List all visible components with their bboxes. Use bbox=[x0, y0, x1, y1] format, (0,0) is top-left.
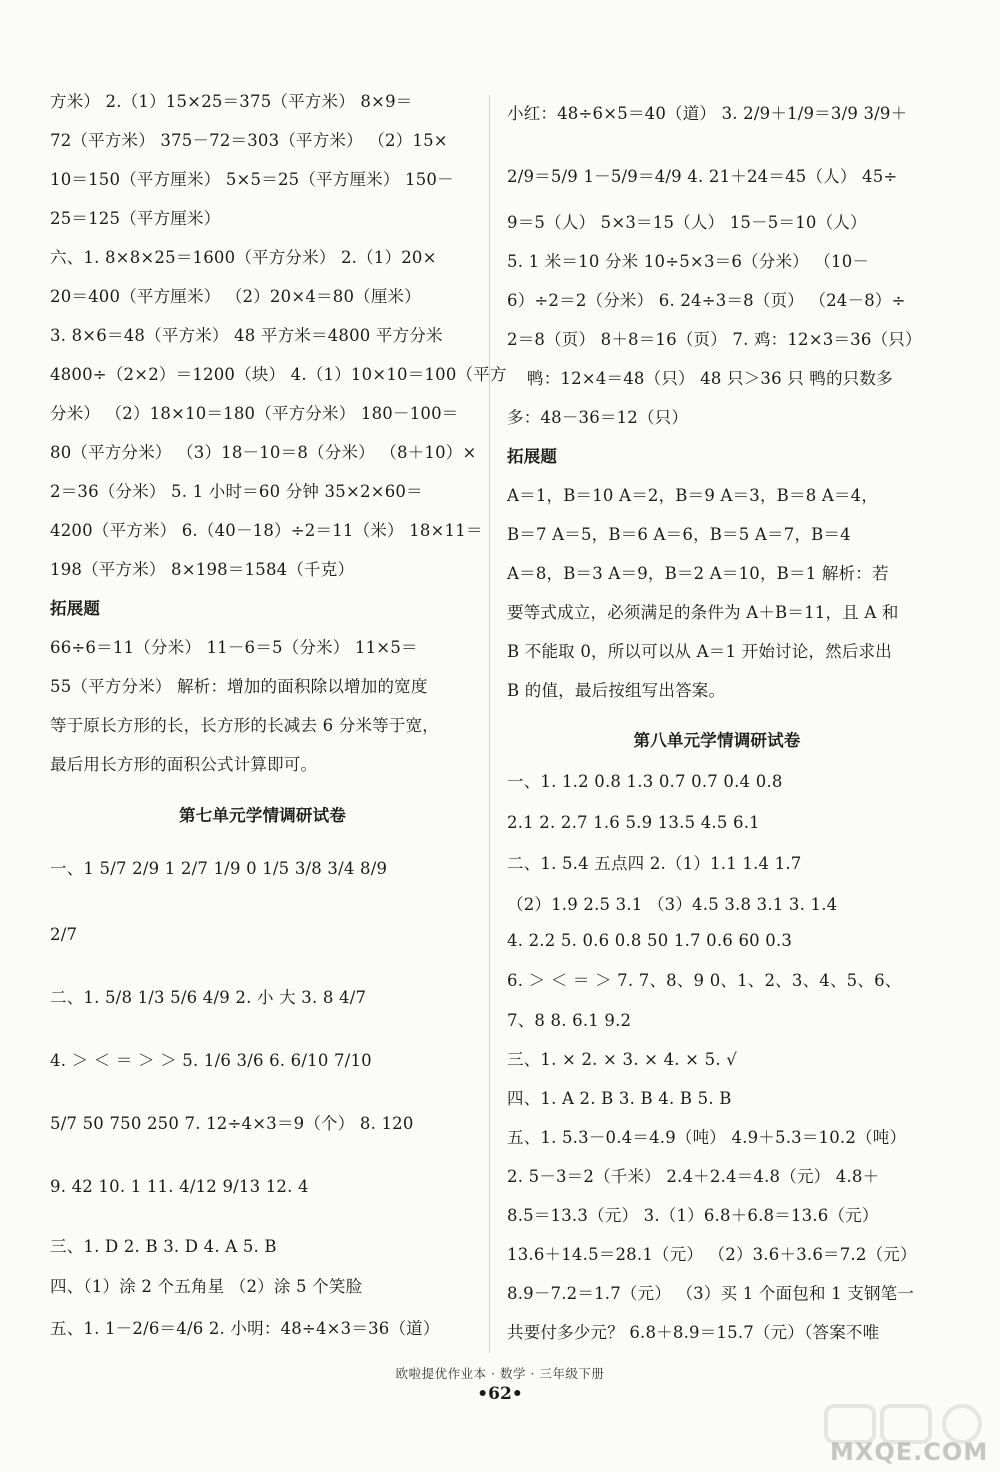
text-line: 一、1 5/7 2/9 1 2/7 1/9 0 1/5 3/8 3/4 8/9 bbox=[50, 859, 388, 878]
text-line: 10＝150（平方厘米） 5×5＝25（平方厘米） 150－ bbox=[50, 170, 454, 189]
text-line: 6）÷2＝2（分米） 6. 24÷3＝8（页） （24－8）÷ bbox=[507, 291, 906, 310]
text-line: 分米） （2）18×10＝180（平方分米） 180－100＝ bbox=[50, 404, 459, 423]
text-line: 共要付多少元？ 6.8＋8.9＝15.7（元）（答案不唯 bbox=[507, 1323, 880, 1342]
text-line: 198（平方米） 8×198＝1584（千克） bbox=[50, 560, 355, 579]
text-line: 2＝36（分米） 5. 1 小时＝60 分钟 35×2×60＝ bbox=[50, 482, 423, 501]
text-line: 8.9－7.2＝1.7（元） （3）买 1 个面包和 1 支钢笔一 bbox=[507, 1284, 915, 1303]
watermark-text: MXQE.COM bbox=[830, 1438, 989, 1466]
text-line: 小红：48÷6×5＝40（道） 3. 2/9＋1/9＝3/9 3/9＋ bbox=[507, 104, 908, 123]
text-line: 2＝8（页） 8＋8＝16（页） 7. 鸡：12×3＝36（只） bbox=[507, 330, 922, 349]
text-line: 一、1. 1.2 0.8 1.3 0.7 0.7 0.4 0.8 bbox=[507, 772, 783, 791]
text-line: 四、1. A 2. B 3. B 4. B 5. B bbox=[507, 1089, 732, 1108]
text-line: B 的值，最后按组写出答案。 bbox=[507, 681, 726, 700]
text-line: 80（平方分米） （3）18－10＝8（分米） （8＋10）× bbox=[50, 443, 477, 462]
text-line: 9＝5（人） 5×3＝15（人） 15－5＝10（人） bbox=[507, 213, 867, 232]
text-line: 25＝125（平方厘米） bbox=[50, 209, 221, 228]
section-title: 第八单元学情调研试卷 bbox=[633, 731, 801, 750]
text-line: A＝8，B＝3 A＝9，B＝2 A＝10，B＝1 解析：若 bbox=[507, 564, 889, 583]
text-line: 五、1. 1－2/6＝4/6 2. 小明：48÷4×3＝36（道） bbox=[50, 1319, 440, 1338]
text-line: 等于原长方形的长，长方形的长减去 6 分米等于宽， bbox=[50, 716, 439, 735]
text-line: 2.1 2. 2.7 1.6 5.9 13.5 4.5 6.1 bbox=[507, 813, 760, 832]
text-line: 7、8 8. 6.1 9.2 bbox=[507, 1011, 632, 1030]
section-heading: 拓展题 bbox=[507, 447, 558, 466]
text-line: 2/9＝5/9 1－5/9＝4/9 4. 21＋24＝45（人） 45÷ bbox=[507, 167, 898, 186]
text-line: 要等式成立，必须满足的条件为 A＋B＝11，且 A 和 bbox=[507, 603, 899, 622]
text-line: 13.6＋14.5＝28.1（元） （2）3.6＋3.6＝7.2（元） bbox=[507, 1245, 917, 1264]
section-title: 第七单元学情调研试卷 bbox=[179, 806, 346, 825]
text-line: 多：48－36＝12（只） bbox=[507, 408, 689, 427]
column-divider bbox=[489, 95, 490, 1353]
text-line: 5/7 50 750 250 7. 12÷4×3＝9（个） 8. 120 bbox=[50, 1114, 414, 1133]
text-line: B 不能取 0，所以可以从 A＝1 开始讨论，然后求出 bbox=[507, 642, 892, 661]
text-line: 4. 2.2 5. 0.6 0.8 50 1.7 0.6 60 0.3 bbox=[507, 931, 793, 950]
text-line: 2/7 bbox=[50, 925, 78, 944]
page-number: •62• bbox=[477, 1384, 523, 1404]
text-line: 4200（平方米） 6.（40－18）÷2＝11（米） 18×11＝ bbox=[50, 521, 483, 540]
text-line: 72（平方米） 375－72＝303（平方米） （2）15× bbox=[50, 131, 448, 150]
text-line: 二、1. 5/8 1/3 5/6 4/9 2. 小 大 3. 8 4/7 bbox=[50, 988, 367, 1007]
text-line: 三、1. × 2. × 3. × 4. × 5. √ bbox=[507, 1050, 737, 1069]
text-line: 鸭：12×4＝48（只） 48 只＞36 只 鸭的只数多 bbox=[527, 369, 893, 388]
text-line: 55（平方分米） 解析：增加的面积除以增加的宽度 bbox=[50, 677, 428, 696]
text-line: 20＝400（平方厘米） （2）20×4＝80（厘米） bbox=[50, 287, 421, 306]
text-line: 6. ＞ ＜ ＝ ＞ 7. 7、8、9 0、1、2、3、4、5、6、 bbox=[507, 971, 902, 990]
text-line: （2）1.9 2.5 3.1 （3）4.5 3.8 3.1 3. 1.4 bbox=[507, 895, 838, 914]
section-heading: 拓展题 bbox=[50, 599, 101, 618]
text-line: 最后用长方形的面积公式计算即可。 bbox=[50, 755, 318, 774]
text-line: 8.5＝13.3（元） 3.（1）6.8＋6.8＝13.6（元） bbox=[507, 1206, 879, 1225]
text-line: 5. 1 米＝10 分米 10÷5×3＝6（分米） （10－ bbox=[507, 252, 870, 271]
text-line: 4. ＞ ＜ ＝ ＞ ＞ 5. 1/6 3/6 6. 6/10 7/10 bbox=[50, 1051, 372, 1070]
text-line: 五、1. 5.3－0.4＝4.9（吨） 4.9＋5.3＝10.2（吨） bbox=[507, 1128, 907, 1147]
footer-title: 欧啦提优作业本 · 数学 · 三年级下册 bbox=[395, 1366, 605, 1381]
text-line: 六、1. 8×8×25＝1600（平方分米） 2.（1）20× bbox=[50, 248, 437, 267]
text-line: A＝1，B＝10 A＝2，B＝9 A＝3，B＝8 A＝4， bbox=[507, 486, 879, 505]
text-line: 四、（1）涂 2 个五角星 （2）涂 5 个笑脸 bbox=[50, 1277, 363, 1296]
text-line: 4800÷（2×2）＝1200（块） 4.（1）10×10＝100（平方 bbox=[50, 365, 507, 384]
text-line: B＝7 A＝5，B＝6 A＝6，B＝5 A＝7，B＝4 bbox=[507, 525, 851, 544]
text-line: 2. 5－3＝2（千米） 2.4＋2.4＝4.8（元） 4.8＋ bbox=[507, 1167, 880, 1186]
text-line: 3. 8×6＝48（平方米） 48 平方米＝4800 平方分米 bbox=[50, 326, 443, 345]
text-line: 三、1. D 2. B 3. D 4. A 5. B bbox=[50, 1237, 277, 1256]
text-line: 二、1. 5.4 五点四 2.（1）1.1 1.4 1.7 bbox=[507, 854, 802, 873]
text-line: 66÷6＝11（分米） 11－6＝5（分米） 11×5＝ bbox=[50, 638, 418, 657]
text-line: 9. 42 10. 1 11. 4/12 9/13 12. 4 bbox=[50, 1177, 309, 1196]
text-line: 方米） 2.（1）15×25＝375（平方米） 8×9＝ bbox=[50, 92, 413, 111]
